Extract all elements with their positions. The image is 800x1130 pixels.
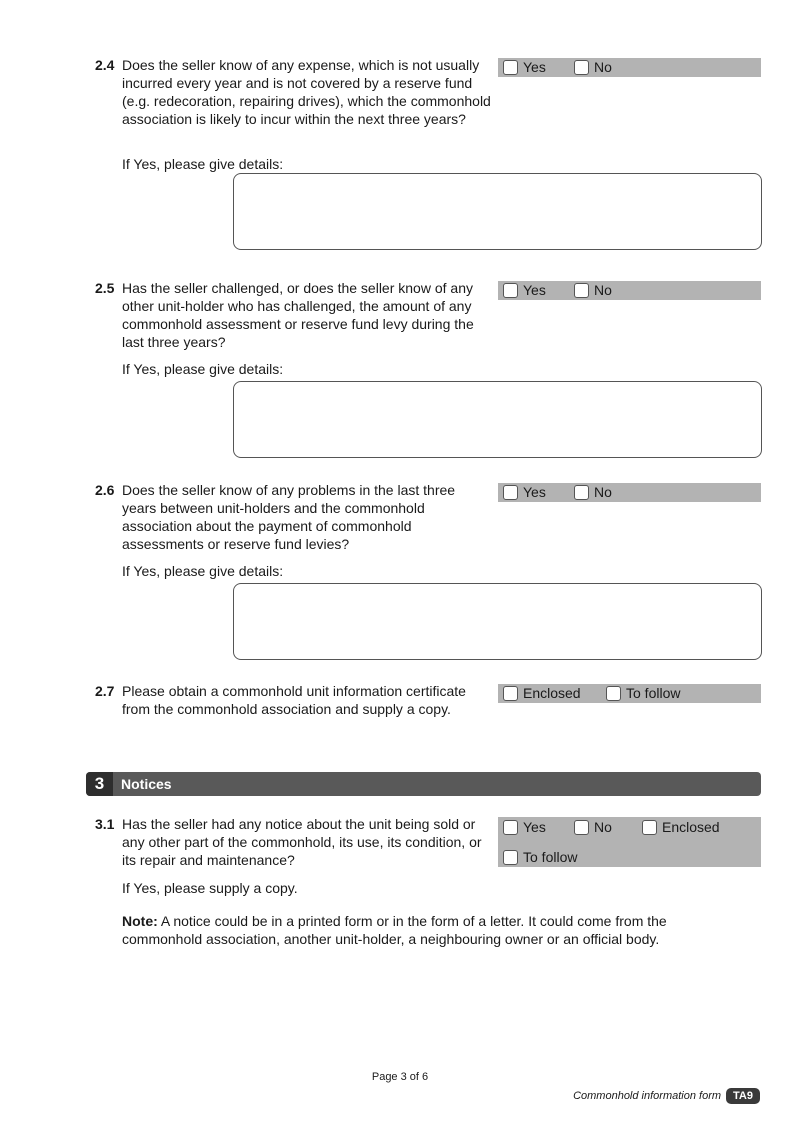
no-option[interactable]: No [574, 282, 612, 298]
options-2-7 [498, 684, 761, 703]
enclosed-option[interactable]: Enclosed [503, 685, 581, 701]
details-field-2-6[interactable] [233, 583, 762, 660]
yes-option[interactable]: Yes [503, 59, 546, 75]
question-number: 2.4 [95, 57, 115, 73]
details-label: If Yes, please give details: [122, 361, 284, 377]
yes-option[interactable]: Yes [503, 819, 546, 835]
checkbox-icon[interactable] [503, 686, 518, 701]
footer [573, 1088, 760, 1104]
checkbox-icon[interactable] [503, 60, 518, 75]
section-number: 3 [86, 772, 113, 796]
checkbox-icon[interactable] [503, 850, 518, 865]
supply-copy-label: If Yes, please supply a copy. [122, 880, 298, 896]
options-2-6 [498, 483, 761, 502]
checkbox-icon[interactable] [503, 820, 518, 835]
options-2-4 [498, 58, 761, 77]
details-label: If Yes, please give details: [122, 156, 284, 172]
question-number: 3.1 [95, 816, 115, 832]
options-3-1 [498, 817, 761, 867]
form-code-badge: TA9 [726, 1088, 760, 1104]
yes-option[interactable]: Yes [503, 484, 546, 500]
yes-option[interactable]: Yes [503, 282, 546, 298]
to-follow-option[interactable]: To follow [606, 685, 680, 701]
checkbox-icon[interactable] [574, 60, 589, 75]
details-field-2-4[interactable] [233, 173, 762, 250]
question-text: Does the seller know of any problems in the last three years between unit-holders and the commonhold association about the payment of commonhold assessments or reserve fund levies? [122, 482, 456, 552]
details-field-2-5[interactable] [233, 381, 762, 458]
checkbox-icon[interactable] [574, 820, 589, 835]
section-title: Notices [121, 776, 172, 792]
checkbox-icon[interactable] [642, 820, 657, 835]
checkbox-icon[interactable] [574, 283, 589, 298]
note-text: A notice could be in a printed form or in the form of a letter. It could come from the commonhold association, another unit-holder, a neighbouring owner or an official body. [122, 913, 667, 947]
question-text: Has the seller challenged, or does the seller know of any other unit-holder who has challenged, the amount of any commonhold assessment or reserve fund levy during the last three years? [122, 280, 474, 350]
checkbox-icon[interactable] [503, 283, 518, 298]
question-number: 2.7 [95, 683, 115, 699]
checkbox-icon[interactable] [606, 686, 621, 701]
checkbox-icon[interactable] [503, 485, 518, 500]
question-text: Has the seller had any notice about the unit being sold or any other part of the commonhold, its use, its condition, or its repair and maintenance? [122, 816, 482, 868]
no-option[interactable]: No [574, 819, 612, 835]
question-number: 2.6 [95, 482, 115, 498]
question-text: Please obtain a commonhold unit information certificate from the commonhold association and supply a copy. [122, 683, 466, 717]
checkbox-icon[interactable] [574, 485, 589, 500]
question-number: 2.5 [95, 280, 115, 296]
form-name: Commonhold information form [573, 1090, 722, 1102]
enclosed-option[interactable]: Enclosed [642, 819, 720, 835]
no-option[interactable]: No [574, 59, 612, 75]
no-option[interactable]: No [574, 484, 612, 500]
question-text: Does the seller know of any expense, which is not usually incurred every year and is not covered by a reserve fund (e.g. redecoration, repairing drives), which the commonhold association is likely to incur within the next three years? [122, 57, 491, 127]
details-label: If Yes, please give details: [122, 563, 284, 579]
section-header [86, 772, 761, 796]
to-follow-option[interactable]: To follow [503, 849, 577, 865]
options-2-5 [498, 281, 761, 300]
page-number: Page 3 of 6 [371, 1071, 429, 1083]
note [122, 912, 742, 948]
note-label: Note: [122, 913, 158, 929]
